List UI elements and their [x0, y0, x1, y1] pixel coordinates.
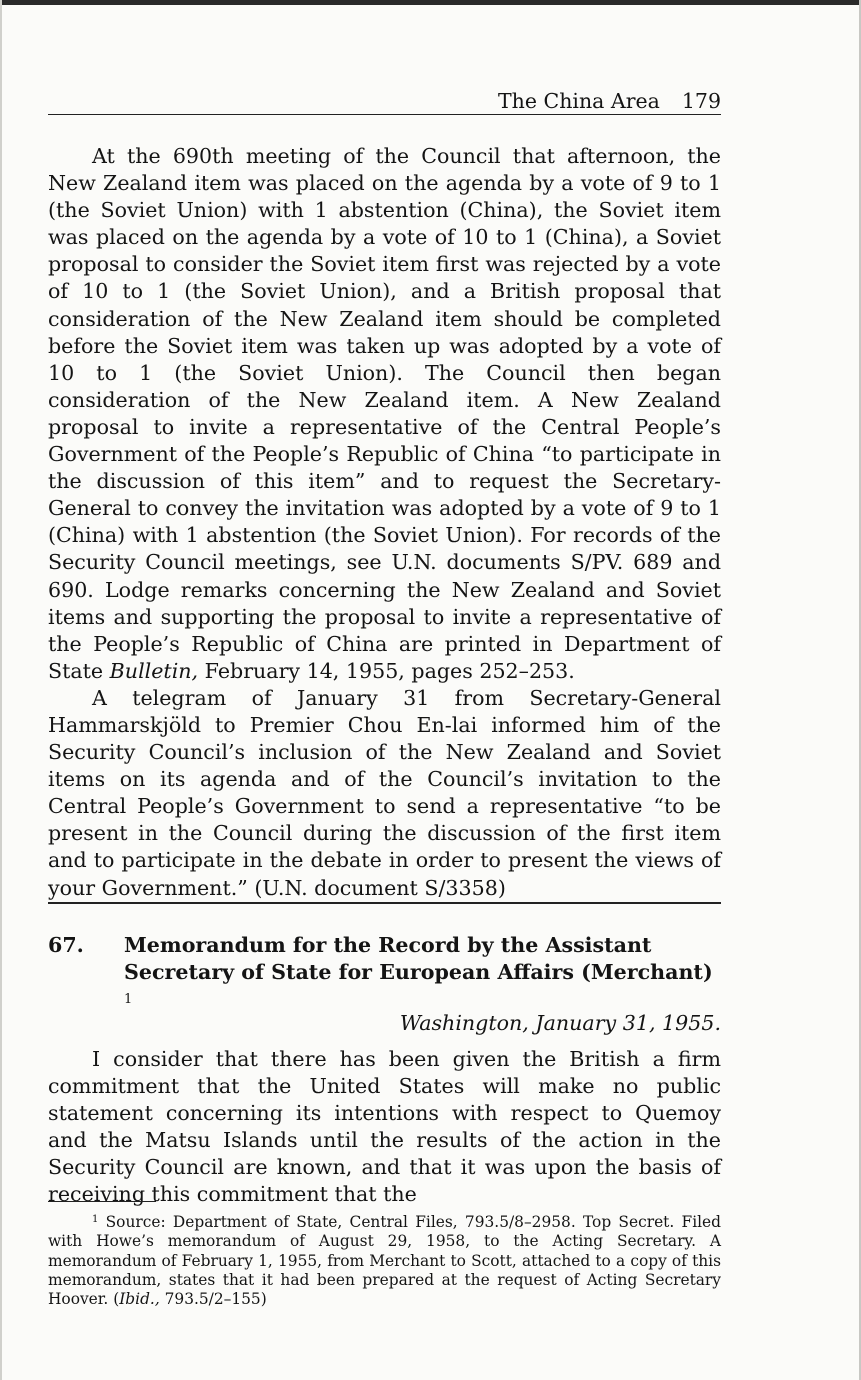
footnote — [48, 1210, 721, 1309]
running-head — [48, 88, 721, 115]
memorandum-paragraph: I consider that there has been given the British a firm commitment that the United States will make no public statement concerning its intentions with respect to Quemoy and the Matsu Islands until the results of the action in the Security Council are known, and that it was upon the basis of receiving this commitment that the — [48, 1047, 721, 1207]
paragraph-text: At the 690th meeting of the Council that afternoon, the New Zealand item was placed on the agenda by a vote of 9 to 1 (the Soviet Union) with 1 abstention (China), the Soviet item was placed on the agenda by a vote of 10 to 1 (China), a Soviet proposal to consider the Soviet item first was rejected by a vote of 10 to 1 (the Soviet Union), and a British proposal that consideration of the New Zealand item should be completed before the Soviet item was taken up was adopted by a vote of 10 to 1 (the Soviet Union). The Council then began consideration of the New Zealand item. A New Zealand proposal to invite a representative of the Central People’s Government of the People’s Republic of China “to participate in the discussion of this item” and to request the Secretary-General to convey the invitation was adopted by a vote of 9 to 1 (China) with 1 abstention (the Soviet Union). For records of the Security Council meetings, see U.N. documents S/PV. 689 and 690. Lodge remarks concerning the New Zealand and Soviet items and supporting the proposal to invite a representative of the People’s Republic of China are printed in Department of State — [48, 144, 721, 683]
document-number: 67. — [48, 933, 84, 957]
running-head-title: The China Area — [497, 89, 660, 113]
page-number: 179 — [681, 89, 721, 113]
footnote-marker: 1 — [124, 992, 133, 1007]
footnote-paragraph — [48, 1210, 721, 1309]
continued-text — [48, 143, 721, 902]
memorandum-body — [48, 1046, 721, 1209]
paragraph-telegram: A telegram of January 31 from Secretary-General Hammarskjöld to Premier Chou En-lai informed him of the Security Council’s inclusion of the New Zealand and Soviet items on its agenda and of the Council’s invitation to the Central People’s Government to send a representative “to be present in the Council during the discussion of the first item and to participate in the debate in order to present the views of your Government.” (U.N. document S/3358) — [48, 685, 721, 900]
footnote-text: Source: Department of State, Central Files, 793.5/8–2958. Top Secret. Filed with Howe’s memorandum of August 29, 1958, to the Acting Secretary. A memorandum of February 1, 1955, from Merchant to Scott, attached to a copy of this memorandum, states that it had been prepared at the request of Acting Secretary Hoover. ( — [48, 1213, 721, 1309]
paragraph-690th-meeting — [48, 143, 721, 685]
scan-left-edge — [0, 0, 2, 1380]
ibid-italic: Ibid., — [119, 1290, 160, 1309]
footnote-rule — [48, 1201, 156, 1202]
bulletin-italic: Bulletin, — [109, 658, 199, 683]
section-divider — [48, 902, 721, 904]
footnote-text-end: 793.5/2–155) — [159, 1290, 267, 1309]
document-title-text: Memorandum for the Record by the Assistant Secretary of State for European Affairs (Merchant) — [124, 933, 713, 984]
paragraph-text-end: February 14, 1955, pages 252–253. — [198, 658, 575, 683]
scan-top-border — [0, 0, 861, 5]
dateline: Washington, January 31, 1955. — [399, 1011, 721, 1035]
footnote-number: 1 — [92, 1214, 99, 1225]
document-title — [124, 932, 724, 1016]
